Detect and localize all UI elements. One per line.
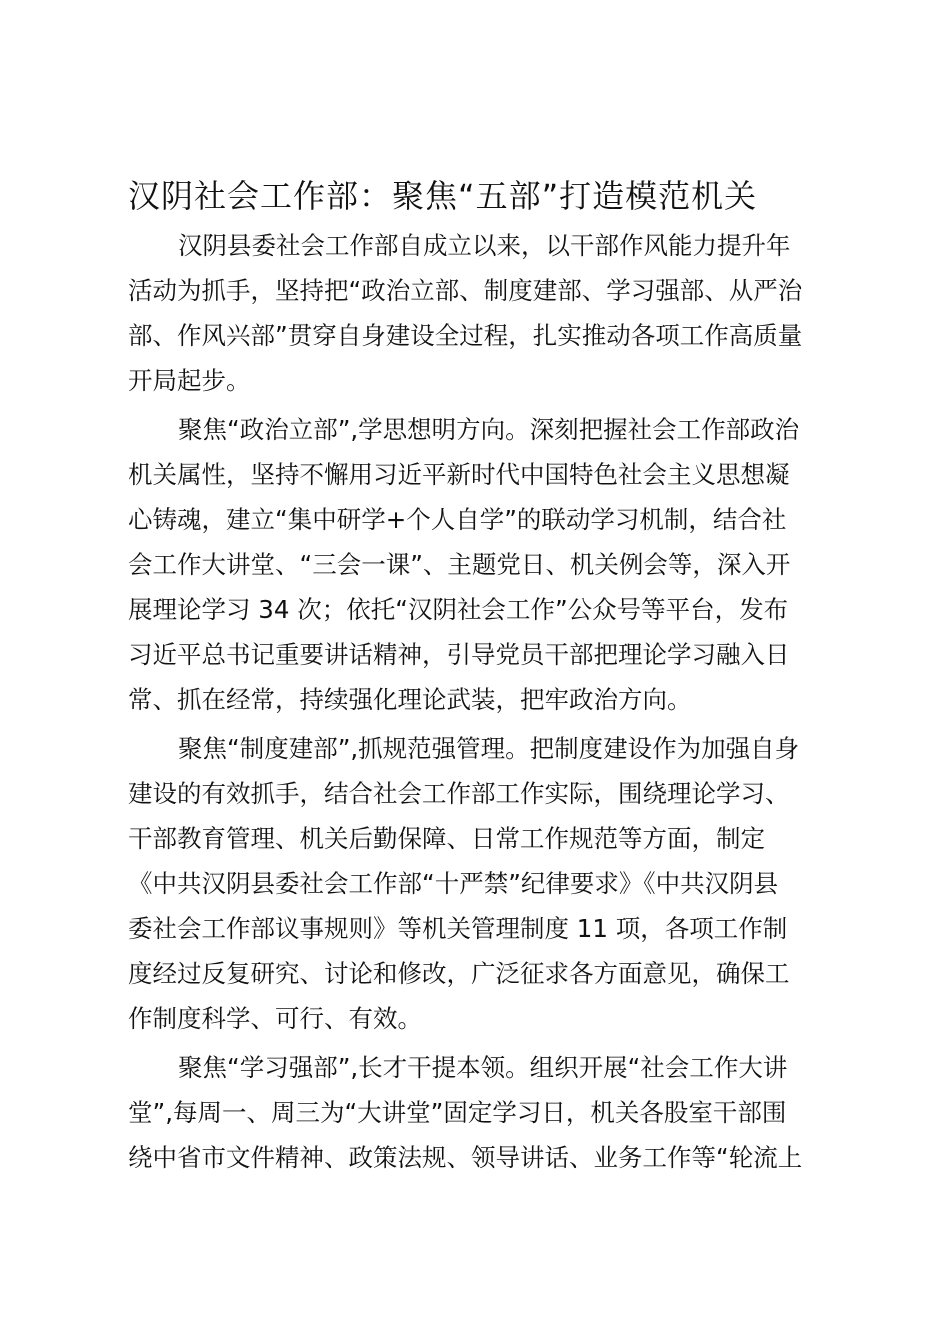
- text-line: 展理论学习 34 次；依托“汉阴社会工作”公众号等平台，发布: [128, 595, 789, 624]
- text-line: 度经过反复研究、讨论和修改，广泛征求各方面意见，确保工: [128, 959, 790, 988]
- document-body: [128, 223, 832, 1184]
- text-line: 聚焦“学习强部”,长才干提本领。组织开展“社会工作大讲: [178, 1053, 788, 1082]
- paragraph-political: [128, 407, 832, 722]
- text-line: 会工作大讲堂、“三会一课”、主题党日、机关例会等，深入开: [128, 550, 791, 579]
- text-line: 活动为抓手，坚持把“政治立部、制度建部、学习强部、从严治: [128, 276, 803, 305]
- text-line: 堂”,每周一、周三为“大讲堂”固定学习日，机关各股室干部围: [128, 1098, 787, 1127]
- text-line: 委社会工作部议事规则》等机关管理制度 11 项，各项工作制: [128, 914, 788, 943]
- text-line: 部、作风兴部”贯穿自身建设全过程，扎实推动各项工作高质量: [128, 321, 803, 350]
- paragraph-system: [128, 726, 832, 1041]
- text-line: 汉阴县委社会工作部自成立以来，以干部作风能力提升年: [178, 231, 791, 260]
- text-line: 干部教育管理、机关后勤保障、日常工作规范等方面，制定: [128, 824, 765, 853]
- text-line: 聚焦“制度建部”,抓规范强管理。把制度建设作为加强自身: [178, 734, 800, 763]
- text-line: 绕中省市文件精神、政策法规、领导讲话、业务工作等“轮流上: [128, 1143, 803, 1172]
- paragraph-learning: [128, 1045, 832, 1180]
- text-line: 聚焦“政治立部”,学思想明方向。深刻把握社会工作部政治: [178, 415, 800, 444]
- text-line: 开局起步。: [128, 366, 251, 395]
- text-line: 《中共汉阴县委社会工作部“十严禁”纪律要求》《中共汉阴县: [128, 869, 779, 898]
- text-line: 习近平总书记重要讲话精神，引导党员干部把理论学习融入日: [128, 640, 790, 669]
- text-line: 心铸魂，建立“集中研学+个人自学”的联动学习机制，结合社: [128, 505, 787, 534]
- text-line: 作制度科学、可行、有效。: [128, 1004, 422, 1033]
- text-line: 建设的有效抓手，结合社会工作部工作实际，围绕理论学习、: [128, 779, 790, 808]
- text-line: 常、抓在经常，持续强化理论武装，把牢政治方向。: [128, 685, 692, 714]
- document-title: 汉阴社会工作部：聚焦“五部”打造模范机关: [128, 177, 758, 215]
- paragraph-intro: [128, 223, 832, 403]
- text-line: 机关属性，坚持不懈用习近平新时代中国特色社会主义思想凝: [128, 460, 790, 489]
